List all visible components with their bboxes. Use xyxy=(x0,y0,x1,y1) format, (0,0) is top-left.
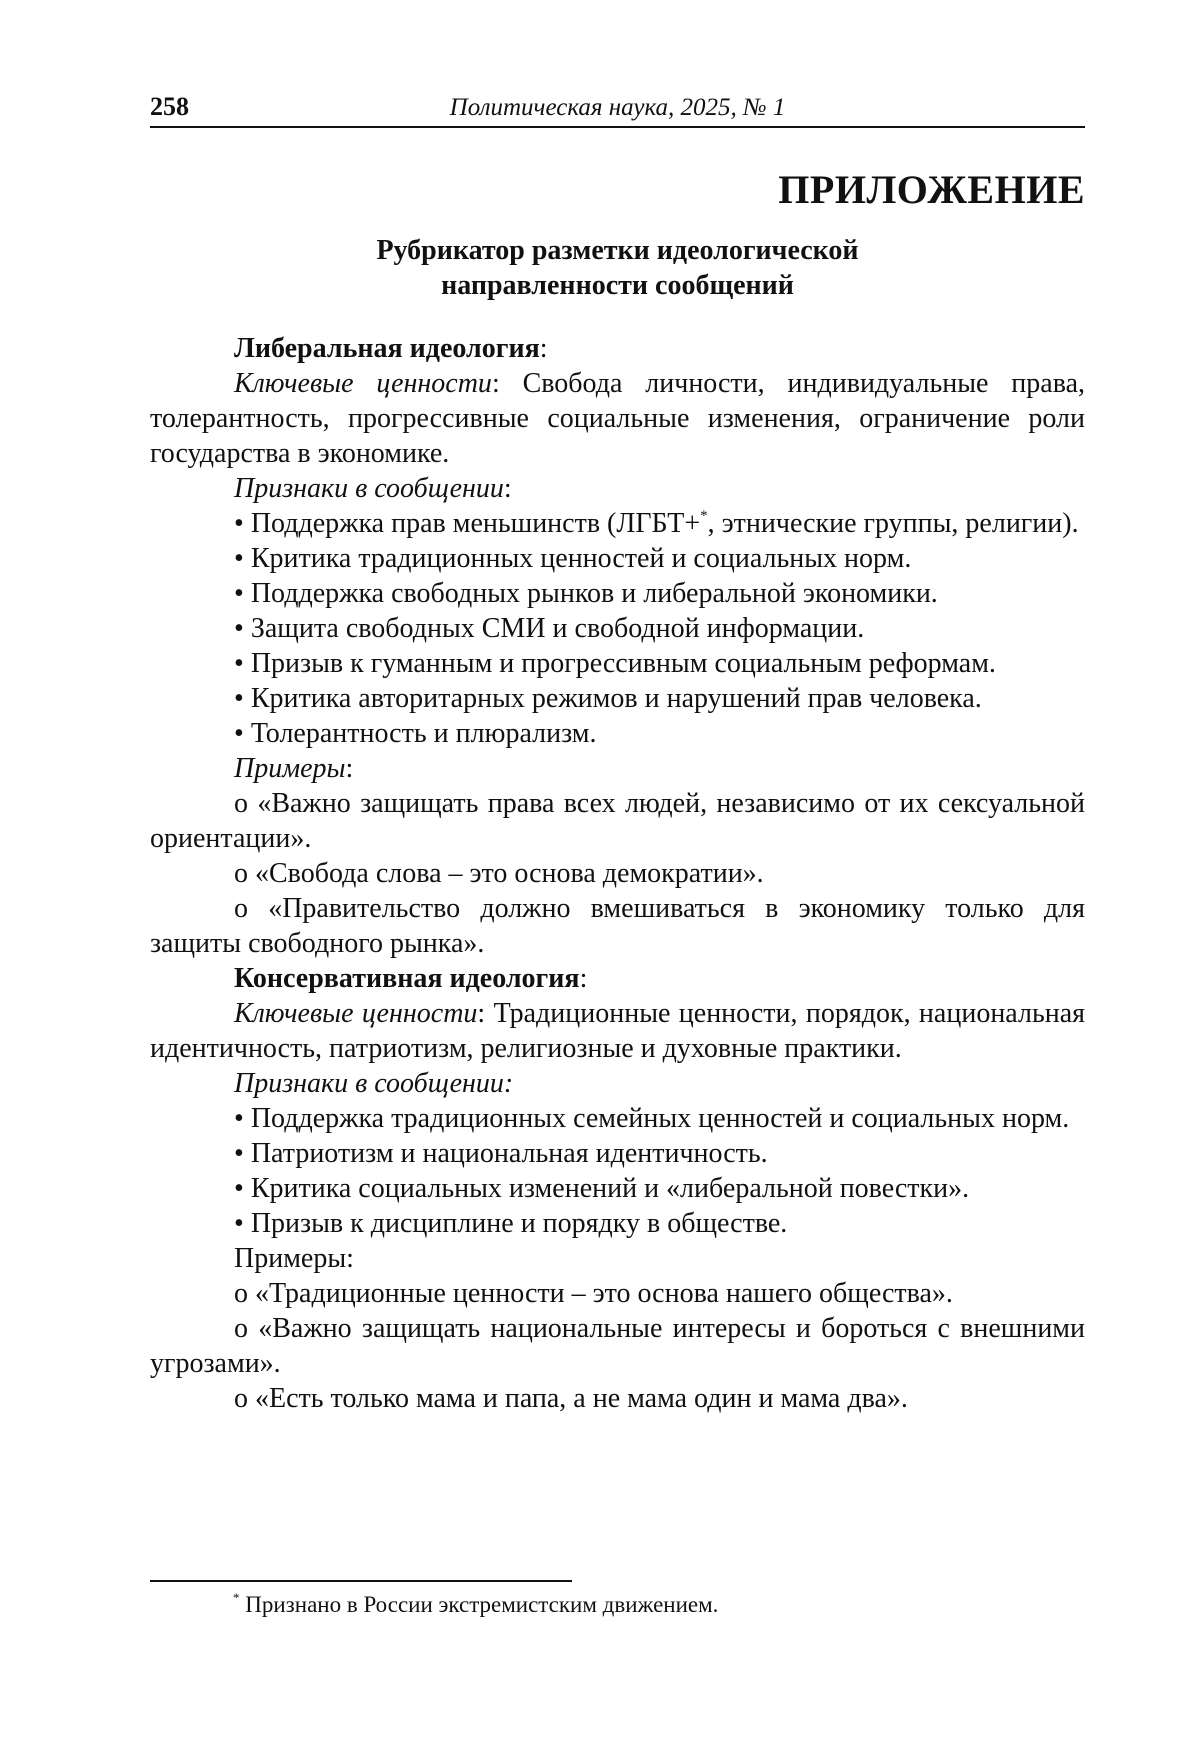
example-item: o «Свобода слова – это основа демократии». xyxy=(234,858,764,889)
document-body xyxy=(150,331,1085,1416)
liberal-key-values: Ключевые ценности: Свобода личности, индивидуальные права, толерантность, прогрессивные социальные изменения, ограничение роли государства в экономике. xyxy=(150,368,1086,469)
liberal-examples-label: Примеры: xyxy=(234,753,354,784)
conservative-signs-label: Признаки в сообщении: xyxy=(234,1068,514,1099)
list-item: • Критика социальных изменений и «либеральной повестки». xyxy=(234,1173,970,1204)
list-item: • Поддержка прав меньшинств (ЛГБТ+*, этнические группы, религии). xyxy=(234,508,1079,539)
journal-title: Политическая наука, 2025, № 1 xyxy=(449,94,786,121)
conservative-key-values: Ключевые ценности: Традиционные ценности, порядок, национальная идентичность, патриотизм, религиозные и духовные практики. xyxy=(150,998,1086,1064)
footnote-marker: * xyxy=(700,508,708,524)
liberal-signs-label: Признаки в сообщении: xyxy=(234,473,512,504)
rubric-title-line-2: направленности сообщений xyxy=(441,270,794,301)
footnote-divider xyxy=(150,1580,572,1582)
list-item: • Толерантность и плюрализм. xyxy=(234,718,597,749)
example-item: o «Традиционные ценности – это основа нашего общества». xyxy=(234,1278,953,1309)
list-item: • Защита свободных СМИ и свободной информации. xyxy=(234,613,865,644)
rubric-title xyxy=(150,233,1085,303)
list-item: • Критика традиционных ценностей и социальных норм. xyxy=(234,543,912,574)
page-number: 258 xyxy=(150,92,189,121)
footnote-marker: * xyxy=(233,1590,240,1605)
list-item: • Призыв к дисциплине и порядку в обществе. xyxy=(234,1208,788,1239)
running-header xyxy=(150,90,1085,128)
example-item: o «Важно защищать права всех людей, независимо от их сексуальной ориентации». xyxy=(150,788,1085,854)
footnote-text: Признано в России экстремистским движением. xyxy=(245,1592,719,1617)
conservative-examples-label: Примеры: xyxy=(234,1243,354,1274)
document-page xyxy=(150,90,1085,1416)
list-item: • Патриотизм и национальная идентичность. xyxy=(234,1138,768,1169)
example-item: o «Важно защищать национальные интересы и бороться с внешними угрозами». xyxy=(150,1313,1085,1379)
example-item: o «Есть только мама и папа, а не мама один и мама два». xyxy=(234,1383,908,1414)
conservative-heading: Консервативная идеология: xyxy=(234,963,588,994)
list-item: • Призыв к гуманным и прогрессивным социальным реформам. xyxy=(234,648,996,679)
list-item: • Поддержка традиционных семейных ценностей и социальных норм. xyxy=(234,1103,1070,1134)
example-item: o «Правительство должно вмешиваться в экономику только для защиты свободного рынка». xyxy=(150,893,1086,959)
liberal-heading: Либеральная идеология: xyxy=(234,333,548,364)
footnote xyxy=(233,1590,718,1620)
list-item: • Критика авторитарных режимов и нарушений прав человека. xyxy=(234,683,982,714)
list-item: • Поддержка свободных рынков и либеральной экономики. xyxy=(234,578,938,609)
rubric-title-line-1: Рубрикатор разметки идеологической xyxy=(376,235,859,266)
appendix-title: ПРИЛОЖЕНИЕ xyxy=(778,167,1085,212)
